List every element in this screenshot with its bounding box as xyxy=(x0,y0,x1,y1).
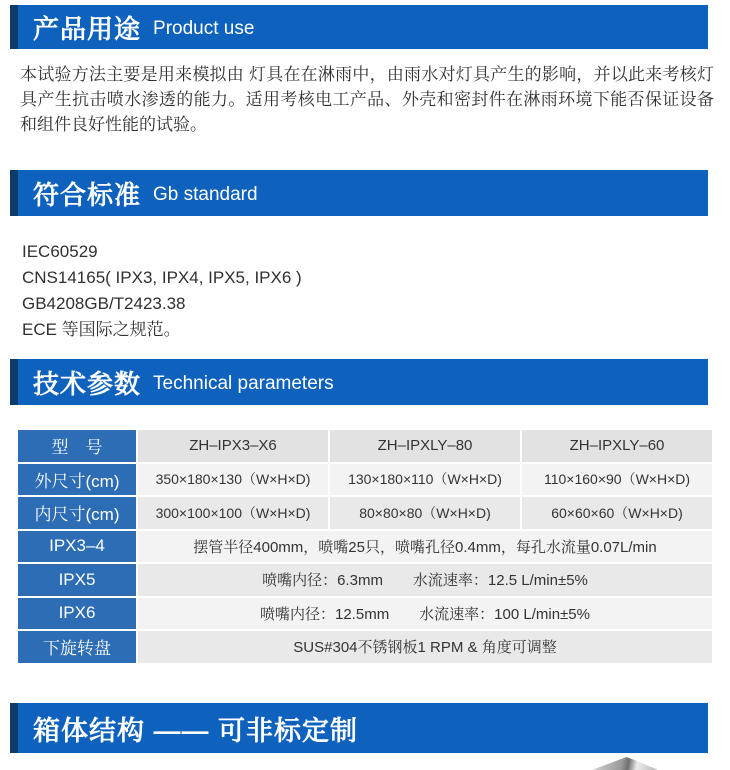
table-header-col2: ZH–IPXLY–80 xyxy=(330,430,520,462)
section-title-cn: 产品用途 xyxy=(33,13,142,44)
row-label-inner-size: 内尺寸(cm) xyxy=(18,497,136,529)
header-accent-bar xyxy=(10,359,18,405)
header-body xyxy=(18,703,358,753)
table-cell: 130×180×110（W×H×D) xyxy=(330,464,520,496)
equipment-photo-partial xyxy=(592,757,658,770)
header-body xyxy=(18,359,334,405)
row-label-ipx3-4: IPX3–4 xyxy=(18,531,136,563)
spec-table xyxy=(18,430,712,663)
section-header-product-use xyxy=(10,5,708,49)
section-title-cn: 技术参数 xyxy=(33,368,142,399)
section-header-parameters xyxy=(10,359,708,405)
table-cell-span: SUS#304不锈钢板1 RPM & 角度可调整 xyxy=(138,631,712,663)
table-header-col3: ZH–IPXLY–60 xyxy=(522,430,712,462)
section-title-cn: 箱体结构 —— 可非标定制 xyxy=(33,715,359,746)
section-title-cn: 符合标准 xyxy=(33,179,142,210)
header-accent-bar xyxy=(10,703,18,753)
table-cell: 300×100×100（W×H×D) xyxy=(138,497,328,529)
section-header-standard xyxy=(10,170,708,216)
table-header-model: 型 号 xyxy=(18,430,136,462)
header-accent-bar xyxy=(10,5,18,49)
section-title-en: Product use xyxy=(153,17,255,39)
section-header-structure xyxy=(10,703,708,753)
table-cell-span: 喷嘴内径：12.5mm 水流速率：100 L/min±5% xyxy=(138,598,712,630)
standards-list xyxy=(22,239,702,343)
standard-item: CNS14165( IPX3, IPX4, IPX5, IPX6 ) xyxy=(22,268,302,287)
table-cell-span: 喷嘴内径：6.3mm 水流速率：12.5 L/min±5% xyxy=(138,564,712,596)
header-body xyxy=(18,170,258,216)
section-title-en: Gb standard xyxy=(153,183,258,205)
table-cell: 350×180×130（W×H×D) xyxy=(138,464,328,496)
row-label-ipx5: IPX5 xyxy=(18,564,136,596)
standard-item: GB4208GB/T2423.38 xyxy=(22,294,186,313)
row-label-ipx6: IPX6 xyxy=(18,598,136,630)
table-header-col1: ZH–IPX3–X6 xyxy=(138,430,328,462)
standard-item: ECE 等国际之规范。 xyxy=(22,320,181,339)
table-cell-span: 摆管半径400mm，喷嘴25只，喷嘴孔径0.4mm，每孔水流量0.07L/min xyxy=(138,531,712,563)
table-cell: 80×80×80（W×H×D) xyxy=(330,497,520,529)
table-cell: 60×60×60（W×H×D) xyxy=(522,497,712,529)
standard-item: IEC60529 xyxy=(22,242,98,261)
row-label-outer-size: 外尺寸(cm) xyxy=(18,464,136,496)
row-label-turntable: 下旋转盘 xyxy=(18,631,136,663)
header-body xyxy=(18,5,254,49)
section-title-en: Technical parameters xyxy=(153,372,334,394)
table-cell: 110×160×90（W×H×D) xyxy=(522,464,712,496)
header-accent-bar xyxy=(10,170,18,216)
product-use-paragraph: 本试验方法主要是用来模拟由 灯具在在淋雨中，由雨水对灯具产生的影响，并以此来考核灯具产生抗击喷水渗透的能力。适用考核电工产品、外壳和密封件在淋雨环境下能否保证设备和组件良好性能的试验。 xyxy=(20,65,714,134)
